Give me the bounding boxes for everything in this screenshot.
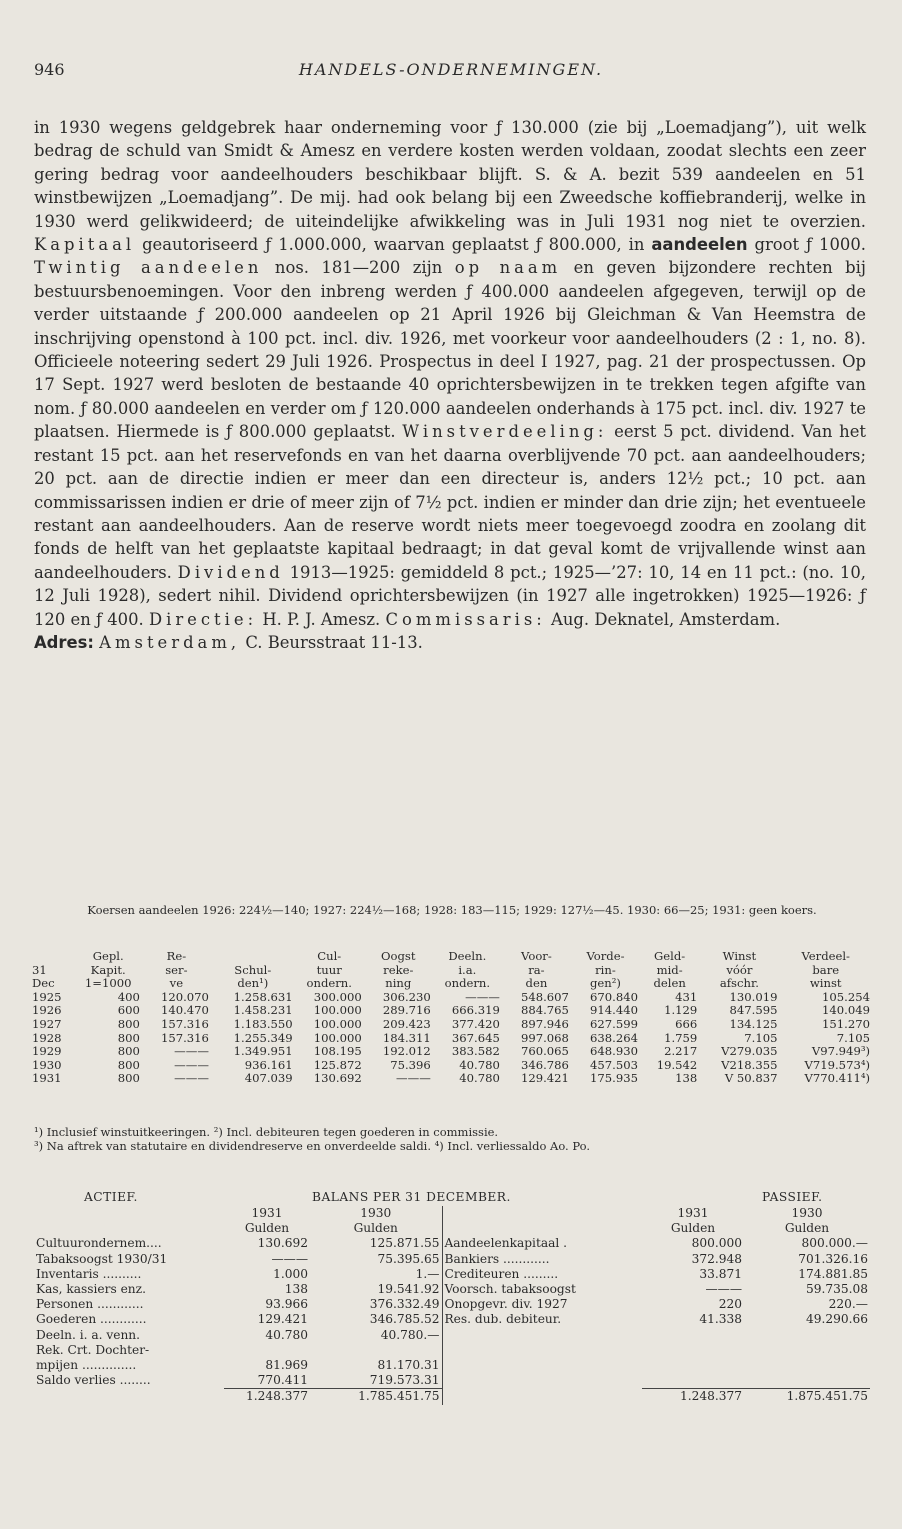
unit-gulden: Gulden — [244, 1221, 290, 1236]
passief-cell: Onopgevr. div. 1927 — [442, 1297, 642, 1312]
total-cell — [442, 1389, 642, 1405]
balance-row — [34, 1358, 870, 1373]
actief-cell: Deeln. i. a. venn. — [36, 1327, 141, 1342]
actief-cell: Personen ............ — [36, 1297, 144, 1312]
passief-cell — [744, 1373, 870, 1389]
table-cell: 19.542 — [656, 1057, 698, 1072]
th: Deeln. — [448, 949, 487, 963]
th: den¹) — [237, 976, 269, 991]
passief-cell: 372.948 — [691, 1251, 742, 1266]
table-cell: 130.692 — [313, 1071, 362, 1086]
total-cell: 1.875.451.75 — [744, 1389, 870, 1405]
running-title: HANDELS-ONDERNEMINGEN. — [298, 60, 604, 79]
table-row — [30, 991, 872, 1005]
th: afschr. — [719, 976, 759, 991]
commissaris-label: Commissaris: — [385, 609, 546, 629]
table-cell: V719.573⁴) — [804, 1057, 870, 1072]
table-cell: V 50.837 — [724, 1071, 778, 1086]
actief-cell — [224, 1343, 310, 1358]
passief-cell: 49.290.66 — [805, 1312, 868, 1327]
text-commissaris: Aug. Deknatel, Amsterdam. — [551, 609, 781, 629]
actief-cell: 125.871.55 — [369, 1236, 440, 1251]
table-cell: 1.458.231 — [233, 1003, 293, 1018]
dividend-label: Dividend — [177, 562, 284, 582]
th — [211, 950, 295, 964]
passief-cell — [642, 1358, 744, 1373]
th: Cul- — [317, 949, 342, 963]
table-cell: 130.019 — [729, 989, 778, 1004]
table-cell: 140.470 — [160, 1003, 209, 1018]
actief-cell: 40.780 — [265, 1327, 308, 1342]
table-cell: 100.000 — [313, 1016, 362, 1031]
table-cell: 407.039 — [244, 1071, 293, 1086]
passief-cell: Crediteuren ......... — [442, 1267, 642, 1282]
table-cell: ——— — [174, 1071, 209, 1086]
passief-cell — [642, 1373, 744, 1389]
empty-cell — [34, 1221, 224, 1236]
table-cell: 120.070 — [160, 989, 209, 1004]
th: Re- — [166, 949, 187, 963]
company-description — [34, 116, 866, 654]
table-cell: V218.355 — [721, 1057, 778, 1072]
balance-sheet — [34, 1190, 870, 1405]
actief-cell: 81.969 — [265, 1358, 308, 1373]
year-1931: 1931 — [251, 1206, 283, 1220]
table-cell: 1.759 — [664, 1030, 698, 1045]
table-cell: 1925 — [32, 989, 62, 1004]
table-cell: 648.930 — [590, 1044, 638, 1059]
th: ra- — [528, 962, 545, 977]
adres-street: C. Beursstraat 11-13. — [245, 632, 423, 652]
table-cell: ——— — [174, 1044, 209, 1059]
empty-cell — [34, 1206, 224, 1221]
table-cell: 600 — [117, 1003, 140, 1018]
th: 31 — [32, 962, 47, 977]
actief-cell — [310, 1343, 442, 1358]
actief-cell: Saldo verlies ........ — [36, 1373, 151, 1388]
passief-cell — [442, 1373, 642, 1389]
adres-label: Adres: — [34, 632, 94, 652]
table-cell: 157.316 — [160, 1016, 209, 1031]
empty-cell — [442, 1206, 642, 1221]
table-cell: 184.311 — [382, 1030, 431, 1045]
table-cell: 289.716 — [382, 1003, 431, 1018]
passief-cell: 33.871 — [699, 1266, 742, 1281]
table-cell: 100.000 — [313, 1030, 362, 1045]
actief-cell: 19.541.92 — [377, 1282, 440, 1297]
table-cell: 1.129 — [664, 1003, 698, 1018]
balance-row — [34, 1236, 870, 1251]
actief-cell: 93.966 — [265, 1297, 308, 1312]
th: Dec — [32, 976, 55, 991]
table-cell: 105.254 — [822, 989, 870, 1004]
empty-cell — [442, 1221, 642, 1236]
table-cell: 914.440 — [590, 1003, 638, 1018]
address-line — [34, 631, 866, 654]
th: tuur — [316, 962, 342, 977]
actief-cell: 1.000 — [273, 1266, 308, 1281]
passief-cell — [744, 1328, 870, 1343]
table-cell: 151.270 — [822, 1016, 870, 1031]
table-cell: 638.264 — [590, 1030, 638, 1045]
table-cell: ——— — [174, 1057, 209, 1072]
passief-cell: Bankiers ............ — [442, 1252, 642, 1267]
actief-cell: 376.332.49 — [369, 1297, 440, 1312]
page-number: 946 — [34, 60, 65, 79]
table-header-row — [30, 950, 872, 964]
table-cell: 897.946 — [520, 1016, 569, 1031]
table-cell: 800 — [117, 1057, 140, 1072]
table-cell: 847.595 — [729, 1003, 778, 1018]
text-directie: H. P. J. Amesz. — [262, 609, 381, 629]
passief-cell — [442, 1328, 642, 1343]
passief-cell — [442, 1358, 642, 1373]
th: rin- — [595, 962, 616, 977]
table-cell: 100.000 — [313, 1003, 362, 1018]
table-cell: 377.420 — [451, 1016, 500, 1031]
passief-cell: ——— — [705, 1282, 742, 1297]
table-cell: 884.765 — [520, 1003, 569, 1018]
table-row — [30, 1072, 872, 1086]
footnote: ³) Na aftrek van statutaire en dividendreserve en onverdeelde saldi. ⁴) Incl. verliessaldo Ao. Po. — [34, 1138, 591, 1153]
th: Oogst — [381, 949, 416, 963]
text-kapitaal: geautoriseerd ƒ 1.000.000, waarvan geplaatst ƒ 800.000, in — [142, 235, 645, 255]
actief-cell: 346.785.52 — [369, 1312, 440, 1327]
footnote: ¹) Inclusief winstuitkeeringen. ²) Incl. debiteuren tegen goederen in commissie. — [34, 1125, 499, 1139]
actief-cell: 129.421 — [257, 1312, 308, 1327]
actief-cell: 770.411 — [257, 1373, 308, 1388]
balance-row — [34, 1343, 870, 1358]
table-header-row — [30, 977, 872, 991]
table-cell: 129.421 — [520, 1071, 569, 1086]
table-cell: V770.411⁴) — [804, 1071, 870, 1086]
table-cell: 1.183.550 — [233, 1016, 293, 1031]
balance-row — [34, 1373, 870, 1389]
th: ser- — [165, 962, 188, 977]
th: delen — [653, 976, 686, 991]
year-1930: 1930 — [791, 1206, 823, 1220]
th: ondern. — [444, 976, 491, 991]
balance-headings — [34, 1190, 870, 1206]
twintig-label: Twintig aandeelen — [34, 258, 263, 278]
balance-title: BALANS PER 31 DECEMBER. — [312, 1190, 511, 1204]
actief-cell: 40.780.— — [380, 1327, 440, 1342]
unit-row — [34, 1221, 870, 1236]
table-cell: 666.319 — [451, 1003, 500, 1018]
total-cell: 1.248.377 — [224, 1389, 310, 1405]
text-history: in 1930 wegens geldgebrek haar onderneming voor ƒ 130.000 (zie bij „Loemadjang”), uit welk bedrag de schuld van Smidt & Amesz en verdere kosten werden voldaan, zoodat slechts een zeer gering bedrag voor aandeelhouders beschikbaar blijft. S. & A. bezit 539 aandeelen en 51 winstbewijzen „Loemadjang”. De mij. had ook belang bij een Zweedsche koffiebranderij, welke in 1930 werd gelikwideerd; de uiteindelijke afwikkeling was in Juli 1931 nog niet te overzien. — [34, 118, 866, 231]
actief-cell: Kas, kassiers enz. — [36, 1282, 146, 1297]
th: 1=1000 — [84, 976, 132, 991]
table-cell: 306.230 — [382, 989, 431, 1004]
table-cell: 548.607 — [520, 989, 569, 1004]
th: Vorde- — [586, 949, 625, 963]
passief-cell: 59.735.08 — [805, 1282, 868, 1297]
actief-cell: mpijen .............. — [36, 1358, 137, 1373]
table-cell: 7.105 — [744, 1030, 778, 1045]
aandeelen-label: aandeelen — [651, 235, 748, 255]
table-cell: 40.780 — [459, 1071, 500, 1086]
table-cell: 800 — [117, 1030, 140, 1045]
page-header — [34, 60, 868, 84]
statistics-table — [30, 950, 872, 1086]
th: vóór — [726, 962, 753, 977]
th: ondern. — [306, 976, 352, 991]
actief-cell: 81.170.31 — [377, 1358, 440, 1373]
paragraph — [34, 116, 866, 631]
passief-cell — [642, 1343, 744, 1358]
total-cell: 1.785.451.75 — [310, 1389, 442, 1405]
passief-cell — [744, 1358, 870, 1373]
table-cell: 140.049 — [822, 1003, 870, 1018]
table-cell: 1929 — [32, 1044, 62, 1059]
kapitaal-label: Kapitaal — [34, 235, 136, 255]
table-cell: 1930 — [32, 1057, 62, 1072]
passief-cell — [442, 1343, 642, 1358]
table-cell: 1927 — [32, 1016, 62, 1031]
th: Geld- — [654, 949, 686, 963]
table-cell: 1928 — [32, 1030, 62, 1045]
koersen-line: Koersen aandeelen 1926: 224½—140; 1927: 224½—168; 1928: 183—115; 1929: 127½—45. 1930: 66—25; 1931: geen koers. — [87, 903, 817, 917]
opnaam-label: op naam — [454, 258, 562, 278]
totals-row — [34, 1389, 870, 1405]
table-cell: 1926 — [32, 1003, 62, 1018]
table-cell: V97.949³) — [811, 1044, 870, 1059]
footnotes — [34, 1126, 870, 1153]
th: gen²) — [590, 976, 621, 991]
table-cell: 627.599 — [590, 1016, 638, 1031]
table-cell: 7.105 — [836, 1030, 870, 1045]
table-cell: 670.840 — [590, 989, 638, 1004]
th: Gepl. — [92, 949, 124, 963]
table-row — [30, 1018, 872, 1032]
passief-cell: Aandeelenkapitaal . — [442, 1236, 642, 1251]
table-cell: 457.503 — [590, 1057, 638, 1072]
table-cell: 2.217 — [664, 1044, 698, 1059]
unit-gulden: Gulden — [670, 1221, 716, 1236]
passief-cell: 220.— — [828, 1297, 868, 1312]
balance-row — [34, 1297, 870, 1312]
table-cell: 431 — [675, 989, 698, 1004]
table-cell: 40.780 — [459, 1057, 500, 1072]
th: Kapit. — [90, 962, 126, 977]
actief-cell: Rek. Crt. Dochter- — [36, 1342, 150, 1357]
table-cell: 209.423 — [382, 1016, 431, 1031]
total-cell: 1.248.377 — [642, 1389, 744, 1405]
passief-cell: Res. dub. debiteur. — [442, 1312, 642, 1327]
table-cell: 300.000 — [313, 989, 362, 1004]
th: ning — [385, 976, 412, 991]
text-groot: groot ƒ 1000. — [754, 235, 866, 255]
passief-cell: Voorsch. tabaksoogst — [442, 1282, 642, 1297]
table-cell: 383.582 — [451, 1044, 500, 1059]
text-winst: eerst 5 pct. dividend. Van het restant 15 pct. aan het reservefonds en van het daarna overblijvende 70 pct. aan aandeelhouders; 20 pct. aan de directie indien er meer dan een directeur is, anders 12½ pct.; 10 pct. aan commissarissen indien er drie of meer zijn of 7½ pct. indien er minder dan drie zijn; het eventueele restant aan aandeelhouders. Aan de reserve wordt niets meer toegevoegd zoodra en zoolang dit fonds de helft van het geplaatste kapitaal bedraagt; in dat geval komt de vrijvallende winst aan aandeelhouders. — [34, 422, 866, 582]
balance-row — [34, 1267, 870, 1282]
table-cell: 1.349.951 — [233, 1044, 293, 1059]
table-cell: V279.035 — [721, 1044, 778, 1059]
actief-cell: Goederen ............ — [36, 1312, 147, 1327]
table-header-row — [30, 964, 872, 978]
adres-city: Amsterdam, — [99, 632, 241, 652]
th: mid- — [656, 962, 683, 977]
th: winst — [809, 976, 842, 991]
table-cell: 175.935 — [590, 1071, 638, 1086]
th: bare — [812, 962, 840, 977]
table-row — [30, 1004, 872, 1018]
table-cell: 157.316 — [160, 1030, 209, 1045]
table-cell: 367.645 — [451, 1030, 500, 1045]
text-nos: nos. 181—200 zijn — [274, 258, 443, 278]
actief-cell: Tabaksoogst 1930/31 — [36, 1251, 168, 1266]
passief-cell: 174.881.85 — [798, 1266, 868, 1281]
table-cell: 108.195 — [313, 1044, 362, 1059]
table-cell: 936.161 — [244, 1057, 293, 1072]
actief-cell: Cultuurondernem.... — [36, 1236, 162, 1251]
table-cell: 192.012 — [382, 1044, 431, 1059]
total-cell — [34, 1389, 224, 1405]
actief-cell: 75.395.65 — [377, 1251, 440, 1266]
table-cell: 1.255.349 — [233, 1030, 293, 1045]
passief-label: PASSIEF. — [762, 1190, 823, 1204]
table-cell: ——— — [465, 989, 500, 1004]
table-cell: 400 — [117, 989, 140, 1004]
passief-cell — [642, 1328, 744, 1343]
th: reke- — [383, 962, 414, 977]
table-cell: 134.125 — [729, 1016, 778, 1031]
passief-cell: 800.000.— — [801, 1236, 868, 1251]
table-cell: 760.065 — [520, 1044, 569, 1059]
th: Winst — [722, 949, 757, 963]
balance-row — [34, 1252, 870, 1267]
actief-cell: ——— — [271, 1251, 308, 1266]
table-cell: 800 — [117, 1071, 140, 1086]
text-inbreng: en geven bijzondere rechten bij bestuursbenoemingen. Voor den inbreng werden ƒ 400.000 aandeelen afgegeven, terwijl op de verder uitstaande ƒ 200.000 aandeelen op 21 April 1926 bij Gleichman & Van Heemstra de inschrijving openstond à 100 pct. incl. div. 1926, met voorkeur voor aandeelhouders (2 : 1, no. 8). Officieele noteering sedert 29 Juli 1926. Prospectus in deel I 1927, pag. 21 der prospectussen. Op 17 Sept. 1927 werd besloten de bestaande 40 oprichtersbewijzen in te trekken tegen afgifte van nom. ƒ 80.000 aandeelen en verder om ƒ 120.000 aandeelen onderhands à 175 pct. incl. div. 1927 te plaatsen. Hiermede is ƒ 800.000 geplaatst. — [34, 258, 866, 442]
th: i.a. — [458, 962, 477, 977]
table-cell: 1.258.631 — [233, 989, 293, 1004]
balance-row — [34, 1282, 870, 1297]
actief-cell: 719.573.31 — [369, 1373, 440, 1388]
balance-row — [34, 1328, 870, 1343]
table-row — [30, 1032, 872, 1046]
table-cell: 666 — [675, 1016, 698, 1031]
actief-cell: Inventaris .......... — [36, 1266, 142, 1281]
table-cell: ——— — [396, 1071, 431, 1086]
actief-cell: 1.— — [415, 1266, 440, 1281]
balance-row — [34, 1312, 870, 1327]
table-cell: 346.786 — [520, 1057, 569, 1072]
table-cell: 75.396 — [390, 1057, 431, 1072]
table-cell: 1931 — [32, 1071, 62, 1086]
actief-label: ACTIEF. — [84, 1190, 138, 1204]
th: Schul- — [234, 962, 272, 977]
th — [30, 950, 75, 964]
th: den — [525, 976, 548, 991]
table-cell: 800 — [117, 1016, 140, 1031]
winstverdeeling-label: Winstverdeeling: — [402, 422, 608, 442]
year-1930: 1930 — [360, 1206, 392, 1220]
passief-cell: 41.338 — [699, 1312, 742, 1327]
text-dividend: 1913—1925: gemiddeld 8 pct.; 1925—’27: 10, 14 en 11 pct.: (no. 10, 12 Juli 1928), sedert nihil. Dividend oprichtersbewijzen (in 1927 alle ingetrokken) 1925—1926: ƒ 120 en ƒ 400. — [34, 562, 866, 629]
th: Verdeel- — [801, 949, 850, 963]
th: Voor- — [521, 949, 552, 963]
table-cell: 138 — [675, 1071, 698, 1086]
actief-cell: 138 — [284, 1282, 308, 1297]
year-1931: 1931 — [677, 1206, 709, 1220]
th: ve — [169, 976, 184, 991]
table-row — [30, 1059, 872, 1073]
directie-label: Directie: — [148, 609, 258, 629]
balance-table — [34, 1206, 870, 1405]
table-cell: 800 — [117, 1044, 140, 1059]
passief-cell: 800.000 — [691, 1236, 742, 1251]
passief-cell: 220 — [718, 1297, 742, 1312]
year-row — [34, 1206, 870, 1221]
passief-cell — [744, 1343, 870, 1358]
table-row — [30, 1045, 872, 1059]
actief-cell: 130.692 — [257, 1236, 308, 1251]
table-cell: 997.068 — [520, 1030, 569, 1045]
unit-gulden: Gulden — [353, 1221, 398, 1236]
passief-cell: 701.326.16 — [798, 1251, 868, 1266]
unit-gulden: Gulden — [784, 1221, 830, 1236]
table-cell: 125.872 — [313, 1057, 362, 1072]
